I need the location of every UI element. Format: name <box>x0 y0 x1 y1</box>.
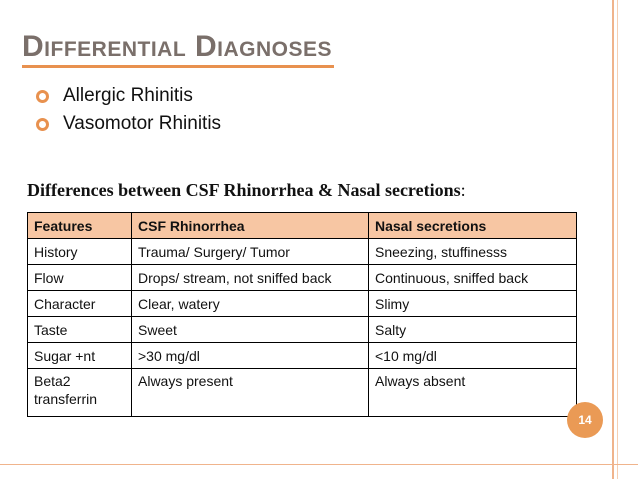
table-heading <box>27 180 466 201</box>
slide-frame-bottom-line <box>0 464 638 465</box>
bullet-item <box>36 110 221 138</box>
table-row <box>28 317 577 343</box>
table-cell: Drops/ stream, not sniffed back <box>132 265 369 291</box>
table-row <box>28 291 577 317</box>
slide-title: Differential Diagnoses <box>22 30 333 63</box>
table-header-row <box>28 213 577 239</box>
bullet-text: Allergic Rhinitis <box>63 85 193 106</box>
table-cell: Beta2 transferrin <box>28 369 132 417</box>
bullet-list <box>36 82 221 138</box>
table-cell: History <box>28 239 132 265</box>
table-row <box>28 369 577 417</box>
table-row <box>28 343 577 369</box>
column-header-features: Features <box>28 213 132 239</box>
ring-bullet-icon <box>36 118 49 131</box>
table-cell: Sneezing, stuffinesss <box>369 239 577 265</box>
table-row <box>28 239 577 265</box>
slide-frame-right-line <box>612 0 614 479</box>
bullet-text: Vasomotor Rhinitis <box>63 113 222 134</box>
table-cell: <10 mg/dl <box>369 343 577 369</box>
table-cell: Clear, watery <box>132 291 369 317</box>
slide-frame-right-line-inner <box>617 0 618 479</box>
table-cell: Slimy <box>369 291 577 317</box>
table-cell: Flow <box>28 265 132 291</box>
bullet-item <box>36 82 221 110</box>
table-cell: Always present <box>132 369 369 417</box>
page-number-badge: 14 <box>567 402 603 438</box>
table-cell: Sweet <box>132 317 369 343</box>
table-cell: Taste <box>28 317 132 343</box>
column-header-nasal-secretions: Nasal secretions <box>369 213 577 239</box>
column-header-csf-rhinorrhea: CSF Rhinorrhea <box>132 213 369 239</box>
table-cell: Trauma/ Surgery/ Tumor <box>132 239 369 265</box>
table-row <box>28 265 577 291</box>
table-cell: >30 mg/dl <box>132 343 369 369</box>
table-heading-text: Differences between CSF Rhinorrhea & Nasal secretions <box>27 180 461 200</box>
table-cell: Salty <box>369 317 577 343</box>
comparison-table <box>27 212 577 417</box>
table-cell: Continuous, sniffed back <box>369 265 577 291</box>
table-cell: Character <box>28 291 132 317</box>
title-underline <box>22 65 334 68</box>
ring-bullet-icon <box>36 90 49 103</box>
table-cell: Sugar +nt <box>28 343 132 369</box>
table-heading-colon: : <box>460 180 466 200</box>
table-cell: Always absent <box>369 369 577 417</box>
